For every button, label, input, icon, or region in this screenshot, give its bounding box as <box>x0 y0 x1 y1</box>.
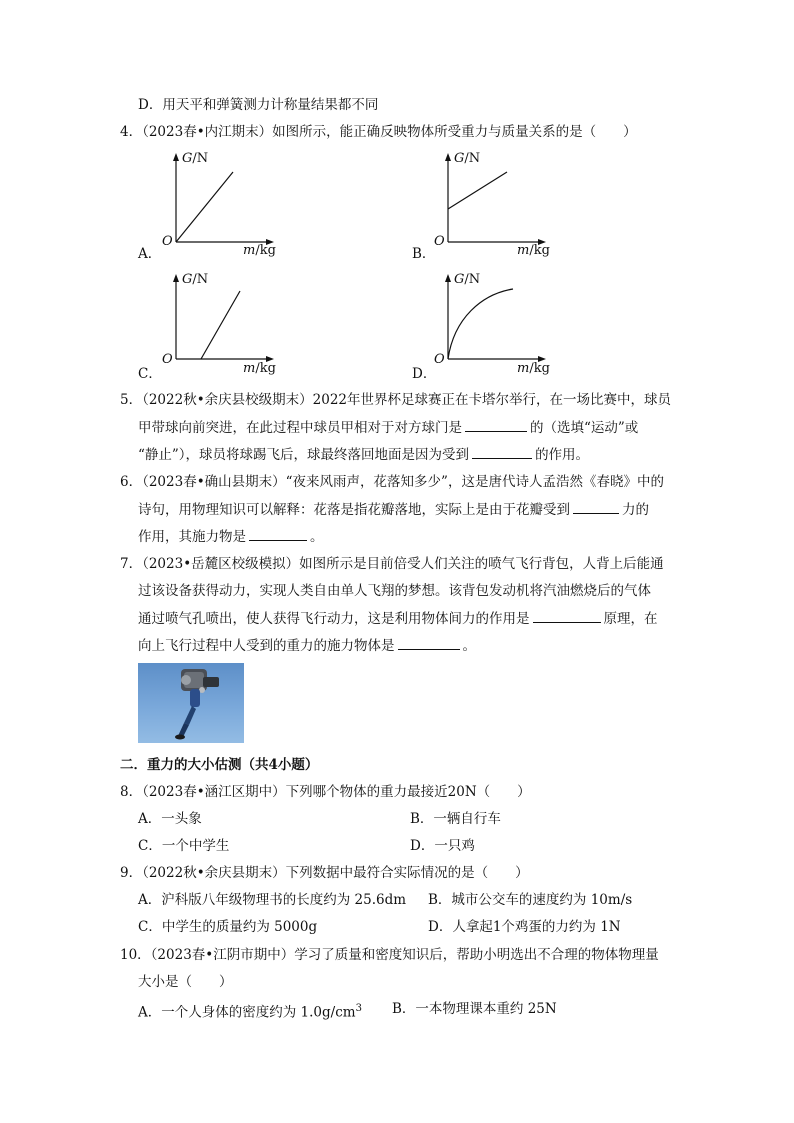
q6-text-a: 诗句，用物理知识可以解释：花落是指花瓣落地，实际上是由于花瓣受到 <box>138 502 570 518</box>
graph-b-y-label: G/N <box>454 151 481 166</box>
question-7-line-4 <box>138 636 476 655</box>
graph-c-y-label: G/N <box>182 272 209 287</box>
graph-a-y-label: G/N <box>182 151 209 166</box>
q9-option-a[interactable]: A．沪科版八年级物理书的长度约为 25.6dm <box>138 892 407 908</box>
graph-d <box>410 266 670 381</box>
graph-b-origin: O <box>434 234 445 249</box>
question-10-line-1: 10．（2023春•江阴市期中）学习了质量和密度知识后，帮助小明选出不合理的物体物理量 <box>120 947 659 963</box>
q6-blank-2[interactable] <box>249 527 307 541</box>
q9-option-d[interactable]: D．人拿起1个鸡蛋的力约为 1N <box>428 919 621 935</box>
jetpack-photo <box>138 663 244 743</box>
graph-c <box>138 266 398 381</box>
question-4: 4．（2023春•内江期末）如图所示，能正确反映物体所受重力与质量关系的是（ ） <box>120 124 637 140</box>
q8-option-c[interactable]: C．一个中学生 <box>138 838 230 854</box>
graph-d-option: D． <box>412 366 437 382</box>
graph-b-option: B． <box>412 246 436 262</box>
graph-d-origin: O <box>434 352 445 367</box>
question-6-line-3 <box>138 527 324 546</box>
q9-option-c[interactable]: C．中学生的质量约为 5000g <box>138 919 318 935</box>
q7-blank-2[interactable] <box>398 636 460 650</box>
q5-text-d: 的作用。 <box>535 447 590 463</box>
q7-text-c: 向上飞行过程中人受到的重力的施力物体是 <box>138 638 395 654</box>
q7-text-b: 原理，在 <box>603 611 658 627</box>
graph-a-x-label: m/kg <box>243 243 276 258</box>
question-5-line-1: 5．（2022秋•余庆县校级期末）2022年世界杯足球赛正在卡塔尔举行，在一场比赛中，球员 <box>120 392 672 408</box>
q6-text-d: 。 <box>310 529 324 545</box>
q8-option-d[interactable]: D．一只鸡 <box>410 838 475 854</box>
q5-text-a: 甲带球向前突进，在此过程中球员甲相对于对方球门是 <box>138 420 462 436</box>
q9-option-b[interactable]: B．城市公交车的速度约为 10m/s <box>428 892 633 908</box>
question-6-line-1: 6．（2023春•确山县期末）“夜来风雨声，花落知多少”，这是唐代诗人孟浩然《春晓》中的 <box>120 474 664 490</box>
q7-text-d: 。 <box>462 638 476 654</box>
q6-blank-1[interactable] <box>573 500 619 514</box>
q6-text-c: 作用，其施力物是 <box>138 529 246 545</box>
question-9: 9．（2022秋•余庆县期末）下列数据中最符合实际情况的是（ ） <box>120 865 529 881</box>
q10-option-b[interactable]: B．一本物理课本重约 25N <box>392 1001 557 1017</box>
question-10-line-2: 大小是（ ） <box>138 974 233 990</box>
q7-blank-1[interactable] <box>533 609 601 623</box>
q5-text-b: 的（选填“运动”或 <box>530 420 639 436</box>
question-7-line-2: 过该设备获得动力，实现人类自由单人飞翔的梦想。该背包发动机将汽油燃烧后的气体 <box>138 583 651 599</box>
question-5-line-2 <box>138 418 638 437</box>
q10-option-a-text: A．一个人身体的密度约为 1.0g/cm <box>138 1004 356 1021</box>
question-7-line-3 <box>138 609 658 628</box>
q10-option-a-sup: 3 <box>355 1003 362 1014</box>
graph-c-x-label: m/kg <box>243 361 276 376</box>
question-8: 8．（2023春•涵江区期中）下列哪个物体的重力最接近20N（ ） <box>120 784 531 800</box>
q3-option-d: D．用天平和弹簧测力计称量结果都不同 <box>138 97 379 113</box>
q10-option-a[interactable] <box>138 1000 362 1022</box>
graph-a-origin: O <box>162 234 173 249</box>
graph-d-curve <box>448 289 513 359</box>
graph-a <box>138 145 398 260</box>
q5-blank-1[interactable] <box>465 418 527 432</box>
graph-a-option: A． <box>138 246 162 262</box>
graph-b-x-label: m/kg <box>517 243 550 258</box>
q8-option-b[interactable]: B．一辆自行车 <box>410 811 501 827</box>
q6-text-b: 力的 <box>622 502 649 518</box>
q5-text-c: “静止”），球员将球踢飞后，球最终落回地面是因为受到 <box>138 447 470 463</box>
q8-option-a[interactable]: A．一头象 <box>138 811 202 827</box>
graph-c-option: C． <box>138 366 162 382</box>
graph-c-line <box>201 291 240 359</box>
question-6-line-2 <box>138 500 649 519</box>
graph-b-line <box>448 172 507 209</box>
question-5-line-3 <box>138 445 589 464</box>
graph-d-x-label: m/kg <box>517 361 550 376</box>
graph-c-origin: O <box>162 352 173 367</box>
q5-blank-2[interactable] <box>472 445 532 459</box>
section-2-heading: 二．重力的大小估测（共4小题） <box>120 757 319 773</box>
graph-b <box>410 145 670 260</box>
graph-d-y-label: G/N <box>454 272 481 287</box>
graph-a-line <box>176 172 233 242</box>
q7-text-a: 通过喷气孔喷出，使人获得飞行动力，这是利用物体间力的作用是 <box>138 611 530 627</box>
question-7-line-1: 7．（2023•岳麓区校级模拟）如图所示是目前倍受人们关注的喷气飞行背包，人背上后能通 <box>120 556 664 572</box>
